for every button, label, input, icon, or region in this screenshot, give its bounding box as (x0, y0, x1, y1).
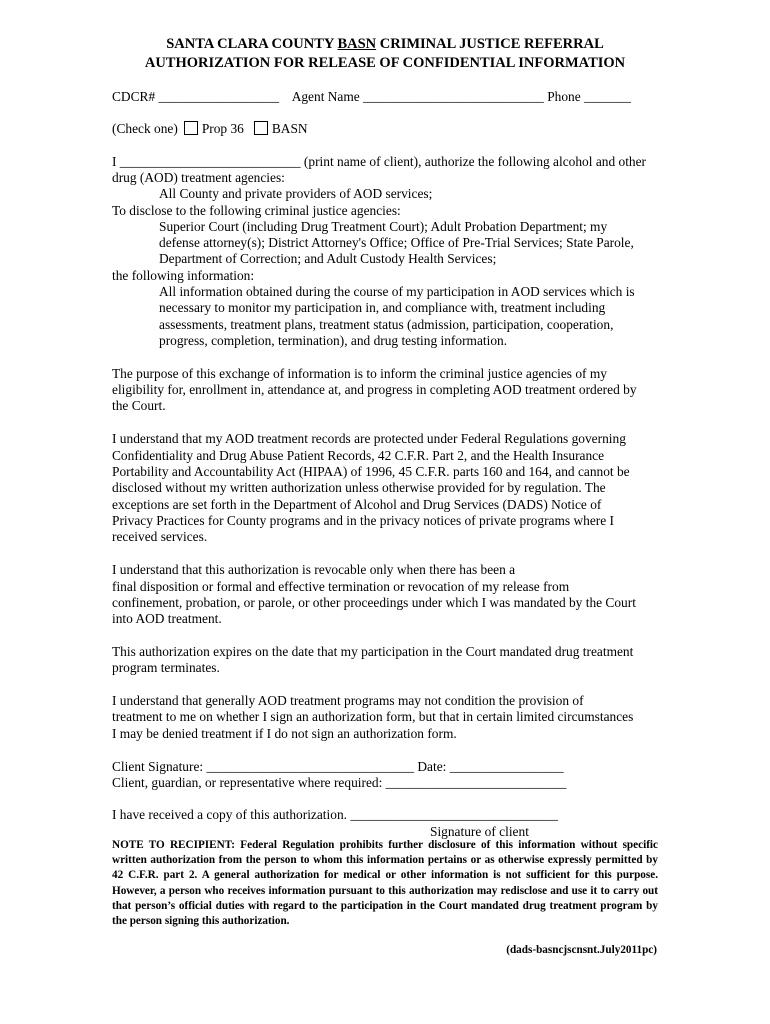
auth-line: Department of Correction; and Adult Custody Health Services; (159, 251, 497, 266)
federal-regulations-paragraph: Portability and Accountability Act (HIPAA) of 1996, 45 C.F.R. parts 160 and 164, and cannot be (112, 464, 630, 479)
revocation-paragraph: final disposition or formal and effective termination or revocation of my release from (112, 579, 570, 594)
auth-line: All information obtained during the course of my participation in AOD services which is (159, 284, 635, 299)
phone-field[interactable]: Phone _______ (547, 89, 631, 104)
auth-line: assessments, treatment plans, treatment status (admission, participation, cooperation, (159, 317, 614, 332)
title-basn: BASN (337, 36, 377, 52)
note-to-recipient: NOTE TO RECIPIENT: Federal Regulation prohibits further disclosure of this information without specific written authorization from the person to whom this information pertains or as otherwise expressly permitted by 42 C.F.R. part 2. A general authorization for medical or other information is not sufficient for this purpose. However, a person who receives information pursuant to this authorization may redisclose and use it to carry out that person’s official duties with regard to the participation in the Court mandated drug treatment program by the person signing this authorization. (112, 839, 658, 928)
purpose-paragraph: eligibility for, enrollment in, attendance at, and progress in completing AOD treatment ordered by (112, 382, 637, 397)
auth-line: the following information: (112, 268, 255, 283)
document-subtitle: AUTHORIZATION FOR RELEASE OF CONFIDENTIAL INFORMATION (144, 55, 626, 71)
condition-paragraph: I may be denied treatment if I do not sign an authorization form. (112, 726, 457, 741)
auth-line: defense attorney(s); District Attorney's Office; Office of Pre-Trial Services; State Parole, (159, 235, 634, 250)
basn-label: BASN (271, 121, 308, 136)
check-one-label: (Check one) (112, 121, 178, 136)
auth-line: To disclose to the following criminal justice agencies: (112, 203, 401, 218)
expiration-paragraph: program terminates. (112, 660, 220, 675)
copy-received-line[interactable]: I have received a copy of this authorization. _______________________________ (112, 807, 558, 822)
purpose-paragraph: the Court. (112, 398, 166, 413)
revocation-paragraph: confinement, probation, or parole, or other proceedings under which I was mandated by the Court (112, 595, 636, 610)
revocation-paragraph: I understand that this authorization is revocable only when there has been a (112, 562, 516, 577)
auth-line: progress, completion, termination), and drug testing information. (159, 333, 508, 348)
basn-checkbox[interactable] (254, 121, 268, 135)
guardian-signature-line[interactable]: Client, guardian, or representative where required: ___________________________ (112, 775, 567, 790)
federal-regulations-paragraph: received services. (112, 529, 208, 544)
revocation-paragraph: into AOD treatment. (112, 611, 222, 626)
document-title: SANTA CLARA COUNTY BASN CRIMINAL JUSTICE REFERRAL (166, 36, 604, 52)
auth-line: Superior Court (including Drug Treatment Court); Adult Probation Department; my (159, 219, 608, 234)
expiration-paragraph: This authorization expires on the date that my participation in the Court mandated drug treatment (112, 644, 634, 659)
program-choice-row (112, 121, 308, 137)
agent-name-field[interactable]: Agent Name ___________________________ (291, 89, 544, 104)
federal-regulations-paragraph: exceptions are set forth in the Department of Alcohol and Drug Services (DADS) Notice of (112, 497, 602, 512)
cdcr-field[interactable]: CDCR# __________________ (112, 89, 280, 104)
form-code: (dads-basncjscnsnt.July2011pc) (506, 944, 657, 956)
signature-caption: Signature of client (430, 824, 529, 839)
federal-regulations-paragraph: disclosed without my written authorization unless otherwise provided for by regulation. The (112, 480, 606, 495)
auth-line: drug (AOD) treatment agencies: (112, 170, 285, 185)
prop36-checkbox[interactable] (184, 121, 198, 135)
federal-regulations-paragraph: I understand that my AOD treatment records are protected under Federal Regulations governing (112, 431, 626, 446)
cdcr-row (112, 89, 631, 105)
client-name-line[interactable]: I ___________________________ (print name of client), authorize the following alcohol and other (112, 154, 647, 169)
client-signature-line[interactable]: Client Signature: _______________________________ Date: _________________ (112, 759, 564, 774)
condition-paragraph: treatment to me on whether I sign an authorization form, but that in certain limited circumstances (112, 709, 634, 724)
condition-paragraph: I understand that generally AOD treatment programs may not condition the provision of (112, 693, 584, 708)
auth-line: All County and private providers of AOD services; (159, 186, 433, 201)
auth-line: necessary to monitor my participation in, and compliance with, treatment including (159, 300, 606, 315)
federal-regulations-paragraph: Confidentiality and Drug Abuse Patient Records, 42 C.F.R. Part 2, and the Health Insurance (112, 448, 605, 463)
federal-regulations-paragraph: Privacy Practices for County programs and in the privacy notices of private programs where I (112, 513, 614, 528)
purpose-paragraph: The purpose of this exchange of information is to inform the criminal justice agencies of my (112, 366, 607, 381)
prop36-label: Prop 36 (201, 121, 244, 136)
